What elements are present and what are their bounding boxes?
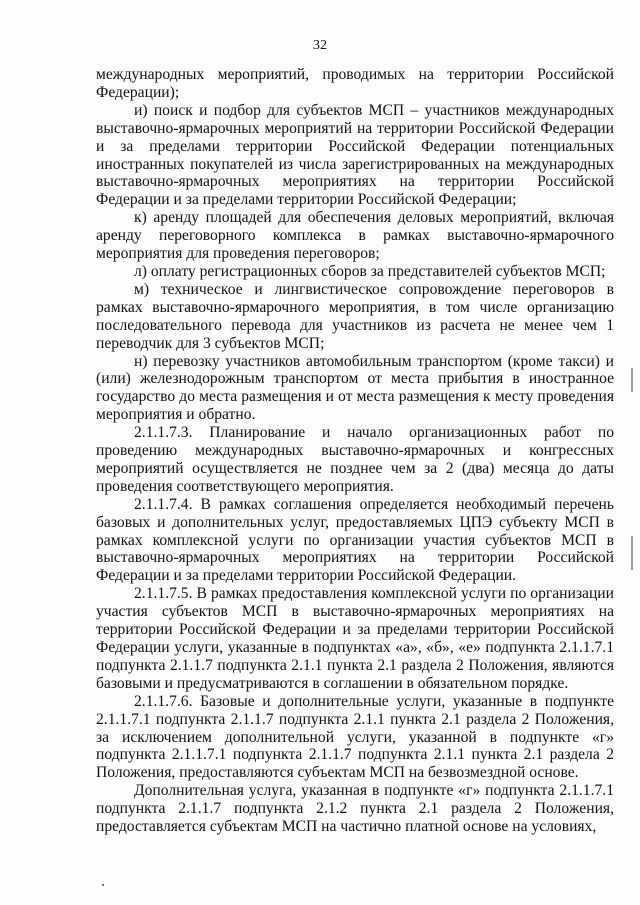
- document-body: [96, 66, 614, 836]
- scan-artifact: [102, 884, 104, 886]
- paragraph-2-1-1-7-3: 2.1.1.7.3. Планирование и начало организационных работ по проведению международных выставочно-ярмарочных и конгрессных мероприятий осуществляется не позднее чем за 2 (два) месяца до даты проведения соответствующего мероприятия.: [96, 424, 614, 495]
- paragraph-2-1-1-7-6: 2.1.1.7.6. Базовые и дополнительные услуги, указанные в подпункте 2.1.1.7.1 подпункта 2.1.1.7 подпункта 2.1.1 пункта 2.1 раздела 2 Положения, за исключением дополнительной услуги, указанной в подпункте «г» подпункта 2.1.1.7.1 подпункта 2.1.1.7 подпункта 2.1.1 пункта 2.1 раздела 2 Положения, предоставляются субъектам МСП на безвозмездной основе.: [96, 692, 614, 782]
- paragraph-item-l: л) оплату регистрационных сборов за представителей субъектов МСП;: [134, 262, 606, 280]
- page-number: 32: [313, 38, 327, 53]
- paragraph-additional-service: Дополнительная услуга, указанная в подпункте «г» подпункта 2.1.1.7.1 подпункта 2.1.1.7 подпункта 2.1.2 пункта 2.1 раздела 2 Положения, предоставляется субъектам МСП на частично платной основе на условиях,: [96, 782, 614, 836]
- paragraph-item-m: м) техническое и лингвистическое сопровождение переговоров в рамках выставочно-ярмарочного мероприятия, в том числе организацию последовательного перевода для участников из расчета не менее чем 1 переводчик для 3 субъектов МСП;: [96, 280, 614, 352]
- scan-margin-mark: [631, 536, 633, 570]
- paragraph-item-i: и) поиск и подбор для субъектов МСП – участников международных выставочно-ярмарочных мероприятий на территории Российской Федерации и за пределами территории Российской Федерации потенциальных иностранных покупателей из числа зарегистрированных на международных выставочно-ярмарочных мероприятиях на территории Российской Федерации и за пределами территории Российской Федерации;: [96, 101, 614, 209]
- paragraph-item-k: к) аренду площадей для обеспечения деловых мероприятий, включая аренду переговорного комплекса в рамках выставочно-ярмарочного мероприятия для проведения переговоров;: [96, 209, 614, 263]
- paragraph-continuation: международных мероприятий, проводимых на территории Российской Федерации);: [96, 66, 614, 101]
- scan-margin-mark: [631, 368, 633, 392]
- paragraph-2-1-1-7-4: 2.1.1.7.4. В рамках соглашения определяется необходимый перечень базовых и дополнительных услуг, предоставляемых ЦПЭ субъекту МСП в рамках комплексной услуги по организации участия субъектов МСП в выставочно-ярмарочных мероприятиях на территории Российской Федерации и за пределами территории Российской Федерации.: [96, 495, 614, 585]
- paragraph-item-n: н) перевозку участников автомобильным транспортом (кроме такси) и (или) железнодорожным транспортом от места прибытия в иностранное государство до места размещения и от места размещения к месту проведения мероприятия и обратно.: [96, 352, 614, 424]
- paragraph-2-1-1-7-5: 2.1.1.7.5. В рамках предоставления комплексной услуги по организации участия субъектов МСП в выставочно-ярмарочных мероприятиях на территории Российской Федерации и за пределами территории Российской Федерации услуги, указанные в подпунктах «а», «б», «е» подпункта 2.1.1.7.1 подпункта 2.1.1.7 подпункта 2.1.1 пункта 2.1 раздела 2 Положения, являются базовыми и предусматриваются в соглашении в обязательном порядке.: [96, 585, 614, 692]
